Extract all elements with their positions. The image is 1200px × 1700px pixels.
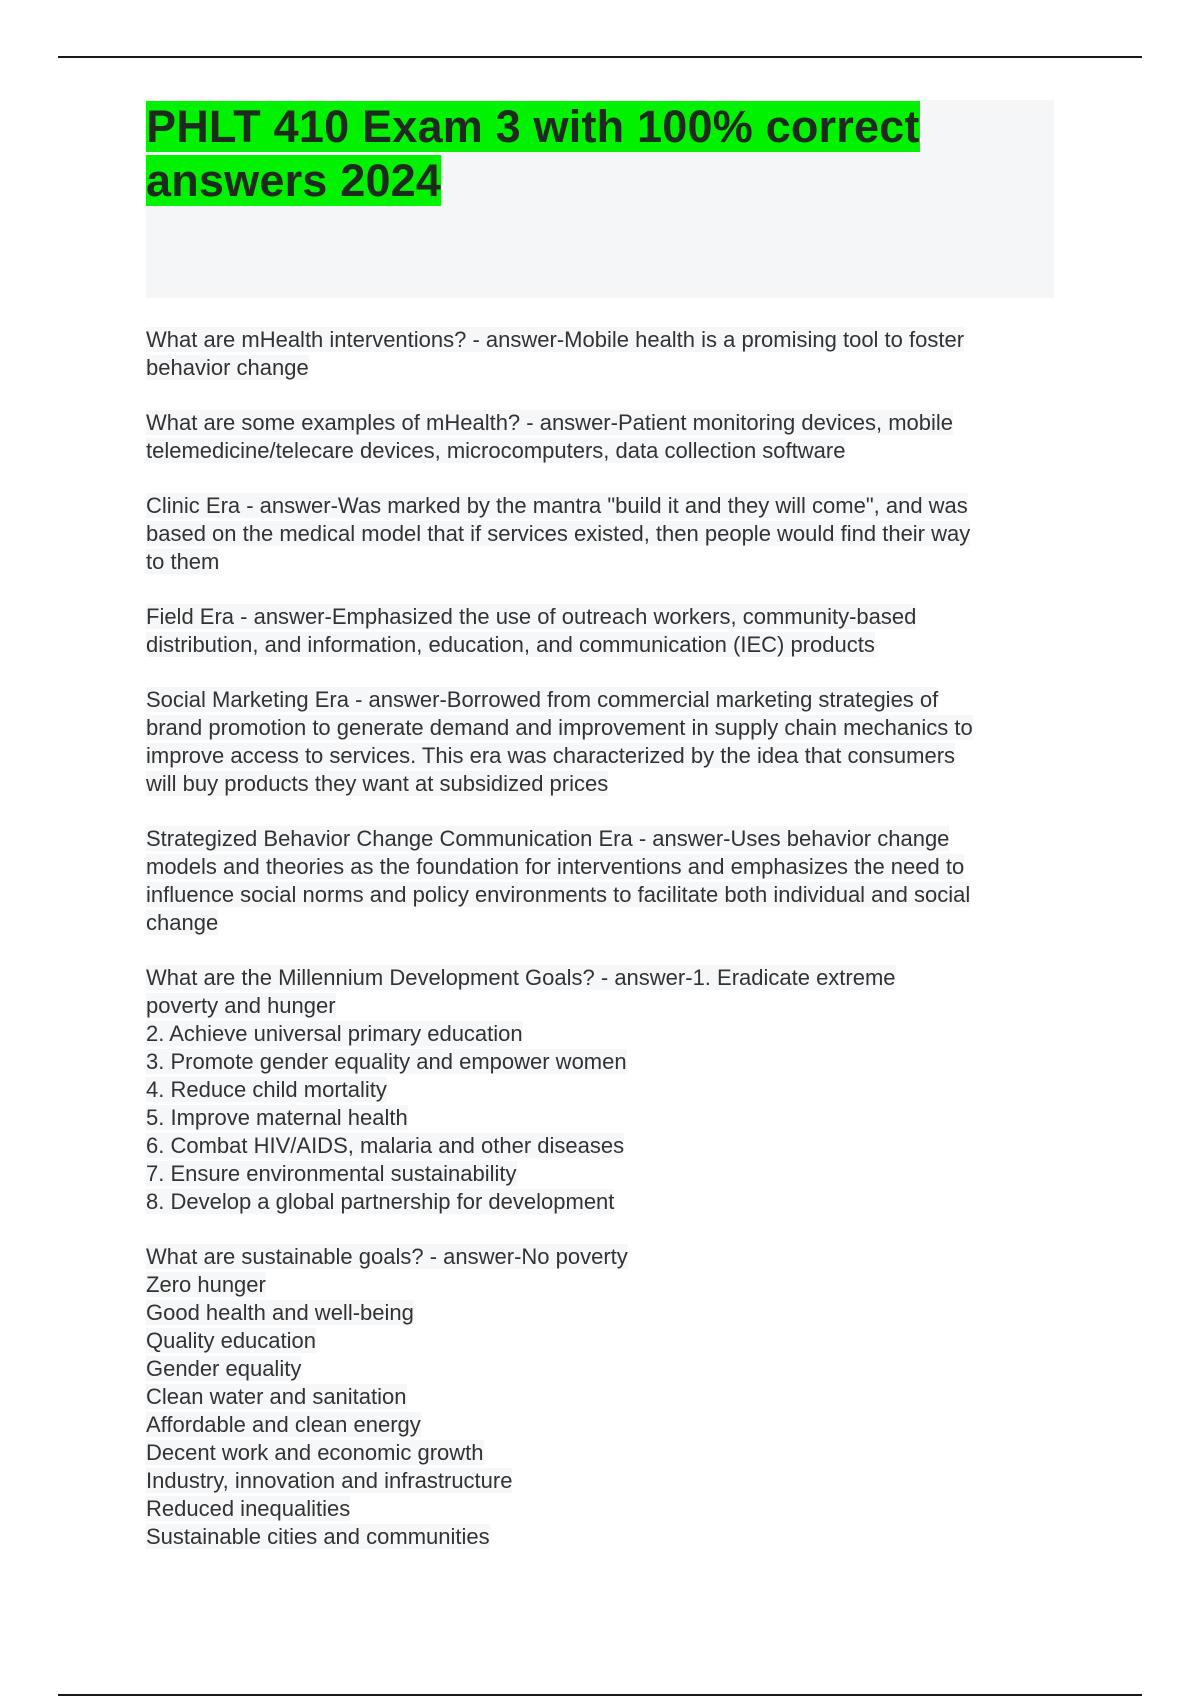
qa-line xyxy=(146,1495,1054,1523)
qa-line xyxy=(146,1271,1054,1299)
qa-item xyxy=(146,492,1054,576)
qa-line-text: models and theories as the foundation for interventions and emphasizes the need to xyxy=(146,854,965,879)
qa-line xyxy=(146,992,1054,1020)
title-line: answers 2024 xyxy=(146,155,442,206)
qa-item xyxy=(146,964,1054,1216)
qa-line-text: What are mHealth interventions? - answer-Mobile health is a promising tool to foster xyxy=(146,327,965,352)
qa-line xyxy=(146,770,1054,798)
qa-item xyxy=(146,686,1054,798)
qa-line-text: What are the Millennium Development Goals? - answer-1. Eradicate extreme xyxy=(146,965,896,990)
qa-line xyxy=(146,686,1054,714)
document-body xyxy=(146,100,1054,1578)
qa-line xyxy=(146,742,1054,770)
qa-line-text: Gender equality xyxy=(146,1356,302,1381)
qa-line-text: Strategized Behavior Change Communication Era - answer-Uses behavior change xyxy=(146,826,950,851)
qa-item xyxy=(146,603,1054,659)
qa-line xyxy=(146,1439,1054,1467)
qa-line xyxy=(146,437,1054,465)
qa-line xyxy=(146,1383,1054,1411)
qa-line xyxy=(146,354,1054,382)
qa-line xyxy=(146,1355,1054,1383)
qa-line xyxy=(146,1048,1054,1076)
qa-line xyxy=(146,1104,1054,1132)
page-top-rule xyxy=(58,56,1142,58)
qa-item xyxy=(146,1243,1054,1551)
title-line: PHLT 410 Exam 3 with 100% correct xyxy=(146,101,920,152)
qa-line xyxy=(146,409,1054,437)
qa-line xyxy=(146,1132,1054,1160)
qa-line-text: Good health and well-being xyxy=(146,1300,414,1325)
qa-line xyxy=(146,520,1054,548)
qa-line-text: influence social norms and policy environments to facilitate both individual and social xyxy=(146,882,971,907)
qa-line-text: change xyxy=(146,910,219,935)
qa-line xyxy=(146,714,1054,742)
qa-line xyxy=(146,1467,1054,1495)
qa-line-text: Decent work and economic growth xyxy=(146,1440,484,1465)
qa-line-text: 5. Improve maternal health xyxy=(146,1105,408,1130)
qa-line xyxy=(146,1411,1054,1439)
qa-line-text: to them xyxy=(146,549,220,574)
qa-line xyxy=(146,1076,1054,1104)
qa-line-text: 4. Reduce child mortality xyxy=(146,1077,387,1102)
qa-line xyxy=(146,1327,1054,1355)
qa-line xyxy=(146,1299,1054,1327)
title-block xyxy=(146,100,1054,298)
qa-line xyxy=(146,1523,1054,1551)
qa-line xyxy=(146,603,1054,631)
qa-line-text: 3. Promote gender equality and empower women xyxy=(146,1049,627,1074)
qa-line-text: Affordable and clean energy xyxy=(146,1412,421,1437)
qa-line-text: distribution, and information, education, and communication (IEC) products xyxy=(146,632,875,657)
page-bottom-rule xyxy=(58,1694,1142,1696)
qa-line-text: 2. Achieve universal primary education xyxy=(146,1021,523,1046)
qa-line xyxy=(146,631,1054,659)
qa-line xyxy=(146,825,1054,853)
qa-line xyxy=(146,964,1054,992)
qa-line-text: telemedicine/telecare devices, microcomputers, data collection software xyxy=(146,438,846,463)
qa-line-text: Industry, innovation and infrastructure xyxy=(146,1468,513,1493)
qa-line-text: What are some examples of mHealth? - answer-Patient monitoring devices, mobile xyxy=(146,410,954,435)
qa-line-text: 6. Combat HIV/AIDS, malaria and other diseases xyxy=(146,1133,625,1158)
qa-line xyxy=(146,1243,1054,1271)
qa-item xyxy=(146,409,1054,465)
qa-line-text: behavior change xyxy=(146,355,309,380)
qa-line xyxy=(146,548,1054,576)
qa-line-text: Clinic Era - answer-Was marked by the mantra "build it and they will come", and was xyxy=(146,493,968,518)
qa-line xyxy=(146,909,1054,937)
qa-line xyxy=(146,1160,1054,1188)
document-title xyxy=(146,100,1054,208)
qa-line-text: What are sustainable goals? - answer-No poverty xyxy=(146,1244,628,1269)
qa-line-text: Clean water and sanitation xyxy=(146,1384,407,1409)
qa-line-text: Social Marketing Era - answer-Borrowed from commercial marketing strategies of xyxy=(146,687,939,712)
qa-list xyxy=(146,326,1054,1551)
qa-line-text: 8. Develop a global partnership for development xyxy=(146,1189,615,1214)
qa-line xyxy=(146,1020,1054,1048)
qa-line-text: 7. Ensure environmental sustainability xyxy=(146,1161,517,1186)
qa-line xyxy=(146,492,1054,520)
qa-line-text: improve access to services. This era was characterized by the idea that consumers xyxy=(146,743,956,768)
qa-line xyxy=(146,853,1054,881)
qa-line-text: Reduced inequalities xyxy=(146,1496,351,1521)
qa-item xyxy=(146,326,1054,382)
qa-line-text: Sustainable cities and communities xyxy=(146,1524,490,1549)
qa-item xyxy=(146,825,1054,937)
qa-line xyxy=(146,881,1054,909)
qa-line-text: Field Era - answer-Emphasized the use of outreach workers, community-based xyxy=(146,604,917,629)
qa-line-text: will buy products they want at subsidized prices xyxy=(146,771,609,796)
qa-line-text: based on the medical model that if services existed, then people would find their way xyxy=(146,521,971,546)
qa-line-text: Zero hunger xyxy=(146,1272,266,1297)
qa-line xyxy=(146,326,1054,354)
qa-line-text: poverty and hunger xyxy=(146,993,336,1018)
qa-line xyxy=(146,1188,1054,1216)
qa-line-text: Quality education xyxy=(146,1328,316,1353)
qa-line-text: brand promotion to generate demand and improvement in supply chain mechanics to xyxy=(146,715,973,740)
